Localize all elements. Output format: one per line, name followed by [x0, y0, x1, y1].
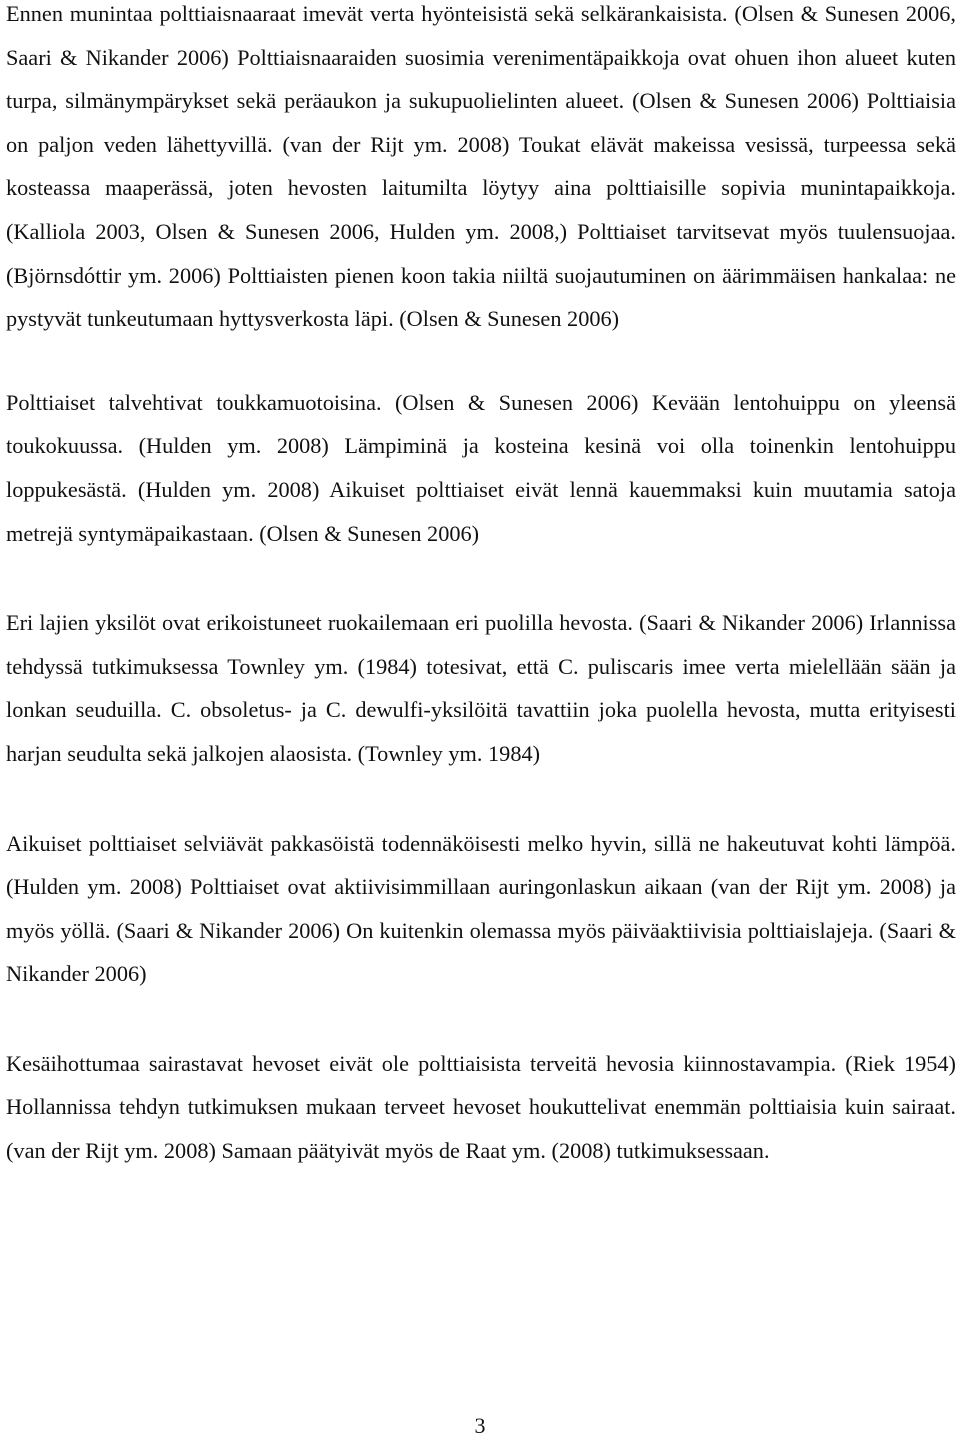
paragraph-feeding-sites-on-horse: Eri lajien yksilöt ovat erikoistuneet ruokailemaan eri puolilla hevosta. (Saari & Nikander 2006) Irlannissa tehdyssä tutkimuksessa Townley ym. (1984) totesivat, että C. puliscaris imee verta mielellään sään ja lonkan seuduilla. C. obsoletus- ja C. dewulfi-yksilöitä tavattiin joka puolella hevosta, mutta erityisesti harjan seudulta sekä jalkojen alaosista. (Townley ym. 1984) — [6, 610, 956, 766]
paragraph-activity-times: Aikuiset polttiaiset selviävät pakkasöistä todennäköisesti melko hyvin, sillä ne hakeutuvat kohti lämpöä. (Hulden ym. 2008) Polttiaiset ovat aktiivisimmillaan auringonlaskun aikaan (van der Rijt ym. 2008) ja myös yöllä. (Saari & Nikander 2006) On kuitenkin olemassa myös päiväaktiivisia polttiaislajeja. (Saari & Nikander 2006) — [6, 830, 956, 987]
paragraph-overwintering-flight-peaks: Polttiaiset talvehtivat toukkamuotoisina. (Olsen & Sunesen 2006) Kevään lentohuippu on yleensä toukokuussa. (Hulden ym. 2008) Lämpiminä ja kosteina kesinä voi olla toinenkin lentohuippu loppukesästä. (Hulden ym. 2008) Aikuiset polttiaiset eivät lennä kauemmaksi kuin muutamia satoja metrejä syntymäpaikastaan. (Olsen & Sunesen 2006) — [6, 389, 956, 546]
document-body — [6, 0, 956, 1173]
paragraph-blood-feeding-habitats: Ennen munintaa polttiaisnaaraat imevät verta hyönteisistä sekä selkärankaisista. (Olsen & Sunesen 2006, Saari & Nikander 2006) Polttiaisnaaraiden suosimia verenimentäpaikkoja ovat ohuen ihon alueet kuten turpa, silmänympärykset sekä peräaukon ja sukupuolielinten alueet. (Olsen & Sunesen 2006) Polttiaisia on paljon veden lähettyvillä. (van der Rijt ym. 2008) Toukat elävät makeissa vesissä, turpeessa sekä kosteassa maaperässä, joten hevosten laitumilta löytyy aina polttiaisille sopivia munintapaikkoja. (Kalliola 2003, Olsen & Sunesen 2006, Hulden ym. 2008,) Polttiaiset tarvitsevat myös tuulensuojaa. (Björnsdóttir ym. 2006) Polttiaisten pienen koon takia niiltä suojautuminen on äärimmäisen hankalaa: ne pystyvät tunkeutumaan hyttysverkosta läpi. (Olsen & Sunesen 2006) — [6, 1, 956, 332]
paragraph-attraction-healthy-horses: Kesäihottumaa sairastavat hevoset eivät ole polttiaisista terveitä hevosia kiinnostavampia. (Riek 1954) Hollannissa tehdyn tutkimuksen mukaan terveet hevoset houkuttelivat enemmän polttiaisia kuin sairaat. (van der Rijt ym. 2008) Samaan päätyivät myös de Raat ym. (2008) tutkimuksessaan. — [6, 1050, 956, 1164]
page-number: 3 — [474, 1413, 486, 1438]
